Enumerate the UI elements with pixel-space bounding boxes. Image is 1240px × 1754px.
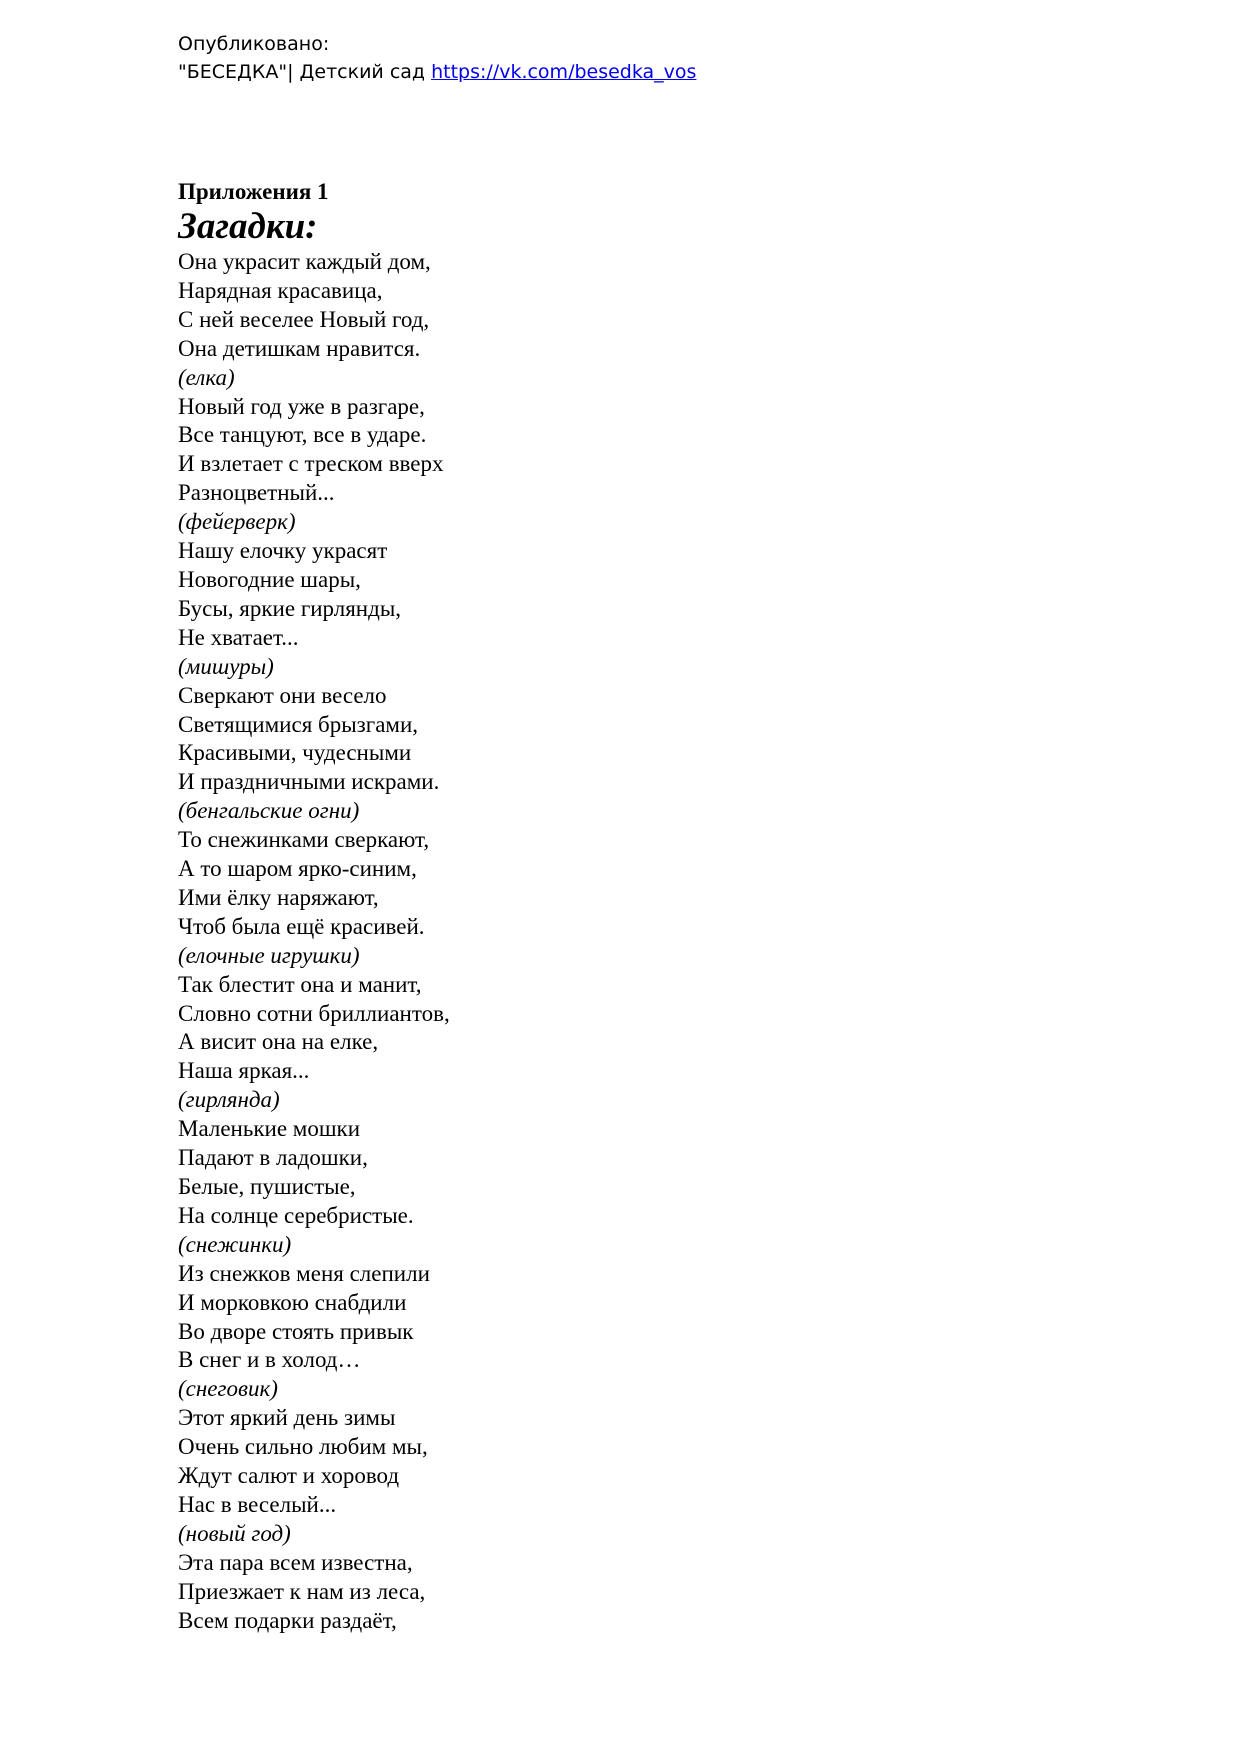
riddle-line: Ждут салют и хоровод [178, 1463, 400, 1489]
riddle-line: А то шаром ярко-синим, [178, 856, 417, 882]
riddle-line: Нарядная красавица, [178, 277, 383, 303]
riddle-line: Маленькие мошки [178, 1116, 361, 1142]
riddle-line: Словно сотни бриллиантов, [178, 1000, 450, 1026]
riddles-title: Загадки: [178, 206, 318, 247]
riddle-line: С ней веселее Новый год, [178, 306, 430, 332]
riddle-answer: (новый год) [178, 1520, 291, 1546]
riddle-line: То снежинками сверкают, [178, 827, 430, 853]
published-label: Опубликовано: [178, 33, 330, 55]
riddle-line: Новый год уже в разгаре, [178, 393, 425, 419]
source-link[interactable]: https://vk.com/besedka_vos [431, 61, 697, 83]
riddle-line: Светящимися брызгами, [178, 711, 419, 737]
riddle-line: Из снежков меня слепили [178, 1260, 430, 1286]
riddle-line: Приезжает к нам из леса, [178, 1578, 426, 1604]
riddle-line: Нашу елочку украсят [178, 538, 388, 564]
riddle-answer: (фейерверк) [178, 509, 296, 535]
riddle-line: Ими ёлку наряжают, [178, 884, 379, 910]
riddle-line: Сверкают они весело [178, 682, 387, 708]
riddle-answer: (снеговик) [178, 1376, 278, 1402]
document-content [178, 177, 450, 1636]
riddle-line: Эта пара всем известна, [178, 1549, 413, 1575]
riddle-line: Во дворе стоять привык [178, 1318, 414, 1344]
riddle-line: Белые, пушистые, [178, 1174, 356, 1199]
riddle-line: И праздничными искрами. [178, 769, 440, 795]
riddle-answer: (елочные игрушки) [178, 942, 360, 968]
riddle-line: Всем подарки раздаёт, [178, 1607, 397, 1633]
riddle-line: Этот яркий день зимы [178, 1405, 396, 1431]
riddle-line: Падают в ладошки, [178, 1145, 368, 1171]
riddle-line: Она украсит каждый дом, [178, 249, 431, 274]
riddles-list [178, 248, 450, 1636]
riddle-line: Новогодние шары, [178, 566, 361, 592]
riddle-answer: (мишуры) [178, 653, 274, 679]
source-line [178, 58, 696, 86]
riddle-line: Так блестит она и манит, [178, 971, 422, 997]
publication-header [178, 30, 696, 86]
riddle-line: На солнце серебристые. [178, 1202, 414, 1228]
riddle-line: Красивыми, чудесными [178, 740, 412, 766]
riddle-line: В снег и в холод… [178, 1347, 361, 1373]
riddle-line: И взлетает с треском вверх [178, 451, 444, 477]
riddle-line: Нас в веселый... [178, 1491, 337, 1517]
riddle-line: Чтоб была ещё красивей. [178, 913, 425, 939]
riddle-line: Бусы, яркие гирлянды, [178, 595, 402, 621]
riddle-line: Она детишкам нравится. [178, 335, 421, 361]
source-name: "БЕСЕДКА"| Детский сад [178, 61, 432, 83]
riddle-line: Наша яркая... [178, 1058, 310, 1084]
riddle-line: Не хватает... [178, 624, 299, 650]
riddle-line: Очень сильно любим мы, [178, 1434, 428, 1460]
riddle-line: И морковкою снабдили [178, 1289, 407, 1315]
riddle-line: А висит она на елке, [178, 1029, 379, 1055]
riddle-answer: (снежинки) [178, 1231, 292, 1257]
riddle-line: Все танцуют, все в ударе. [178, 422, 427, 448]
appendix-heading: Приложения 1 [178, 179, 329, 204]
riddle-answer: (бенгальские огни) [178, 798, 360, 824]
riddle-answer: (гирлянда) [178, 1087, 280, 1113]
riddle-answer: (елка) [178, 364, 235, 390]
riddle-line: Разноцветный... [178, 480, 335, 506]
